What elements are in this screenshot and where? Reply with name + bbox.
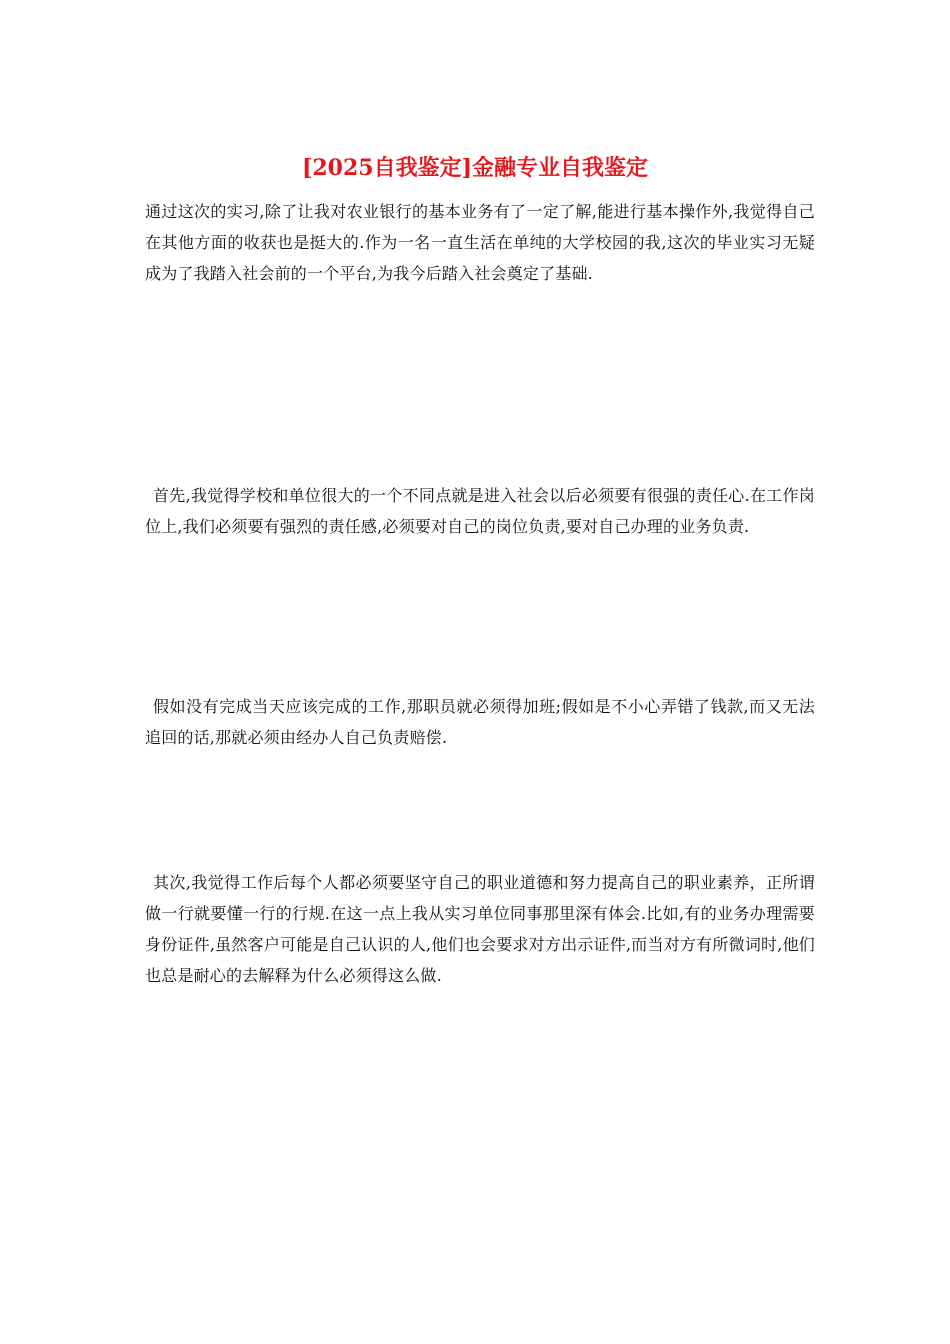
paragraph-ethics: 其次,我觉得工作后每个人都必须要坚守自己的职业道德和努力提高自己的职业素养，正所谓做一行就要懂一行的行规.在这一点上我从实习单位同事那里深有体会.比如,有的业务办理需要身份证件,虽然客户可能是自己认识的人,他们也会要求对方出示证件,而当对方有所微词时,他们也总是耐心的去解释为什么必须得这么做. [145,873,815,985]
document-title: [2025自我鉴定]金融专业自我鉴定 [301,155,649,181]
paragraph-intro: 通过这次的实习,除了让我对农业银行的基本业务有了一定了解,能进行基本操作外,我觉得自己在其他方面的收获也是挺大的.作为一名一直生活在单纯的大学校园的我,这次的毕业实习无疑成为了我踏入社会前的一个平台,为我今后踏入社会奠定了基础. [145,202,815,283]
paragraph-overtime: 假如没有完成当天应该完成的工作,那职员就必须得加班;假如是不小心弄错了钱款,而又无法追回的话,那就必须由经办人自己负责赔偿. [145,697,815,747]
paragraph-responsibility: 首先,我觉得学校和单位很大的一个不同点就是进入社会以后必须要有很强的责任心.在工作岗位上,我们必须要有强烈的责任感,必须要对自己的岗位负责,要对自己办理的业务负责. [145,486,815,536]
